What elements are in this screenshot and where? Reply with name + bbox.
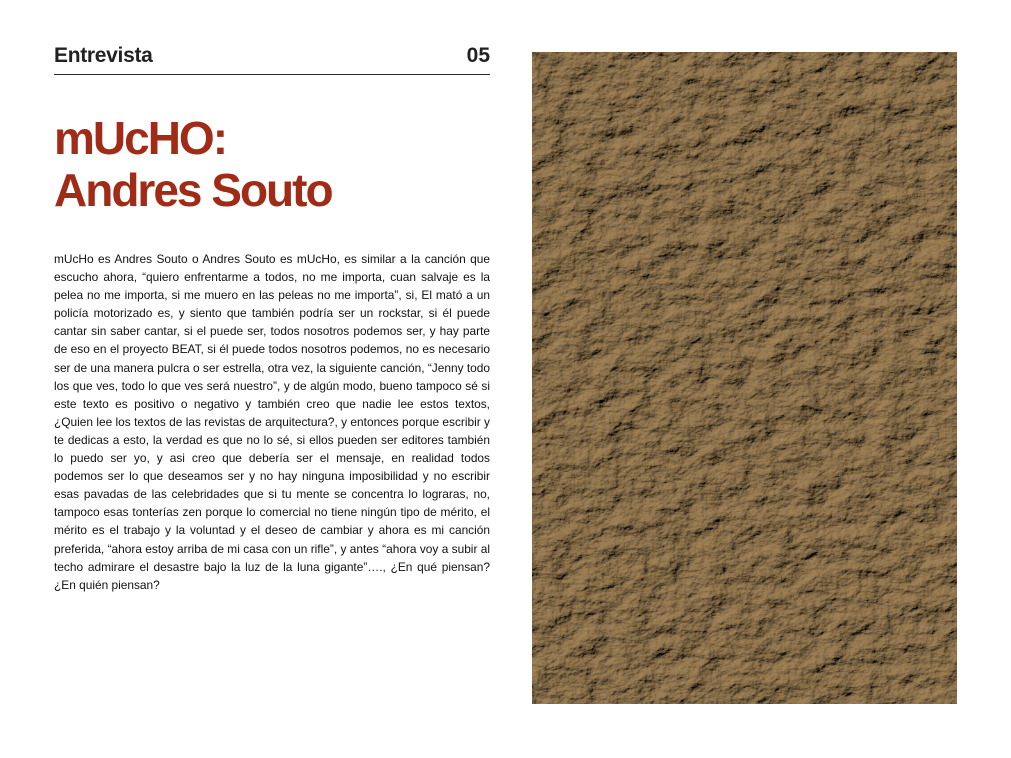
page-number: 05	[466, 44, 490, 67]
stucco-texture-image	[532, 52, 957, 704]
article-title-line-1: mUcHO:	[54, 112, 227, 164]
article-title	[54, 112, 494, 216]
section-label: Entrevista	[54, 44, 153, 67]
stucco-wall-photo	[532, 52, 957, 704]
article-body: mUcHo es Andres Souto o Andres Souto es mUcHo, es similar a la canción que escucho ahora, “quiero enfrentarme a todos, no me importa, cuan salvaje es la pelea no me importa, si me muero en las peleas no me importa”, si, El mató a un policía motorizado es, y siento que también podría ser un rockstar, si él puede cantar sin saber cantar, si el puede ser, todos nosotros podemos ser, y hay parte de eso en el proyecto BEAT, si él puede todos nosotros podemos, no es necesario ser de una manera pulcra o ser estrella, otra vez, la siguiente canción, “Jenny todo los que ves, todo lo que ves será nuestro”, y de algún modo, bueno tampoco sé si este texto es positivo o negativo y también creo que nadie lee estos textos, ¿Quien lee los textos de las revistas de arquitectura?, y entonces porque escribir y te dedicas a esto, la verdad es que no lo sé, si ellos pueden ser editores también lo puedo ser yo, y asi creo que debería ser el mensaje, en realidad todos podemos ser lo que deseamos ser y no hay ninguna imposibilidad y no escribir esas pavadas de las celebridades que si tu mente se concentra lo lograras, no, tampoco esas tonterías zen porque lo comercial no tiene ningún tipo de mérito, el mérito es el trabajo y la voluntad y el deseo de cambiar y ahora es mi canción preferida, “ahora estoy arriba de mi casa con un rifle”, y antes “ahora voy a subir al techo admirare el desastre bajo la luz de la luna gigante”…., ¿En qué piensan? ¿En quién piensan?	[54, 252, 490, 592]
page-header	[54, 42, 490, 75]
article-title-line-2: Andres Souto	[54, 164, 332, 216]
